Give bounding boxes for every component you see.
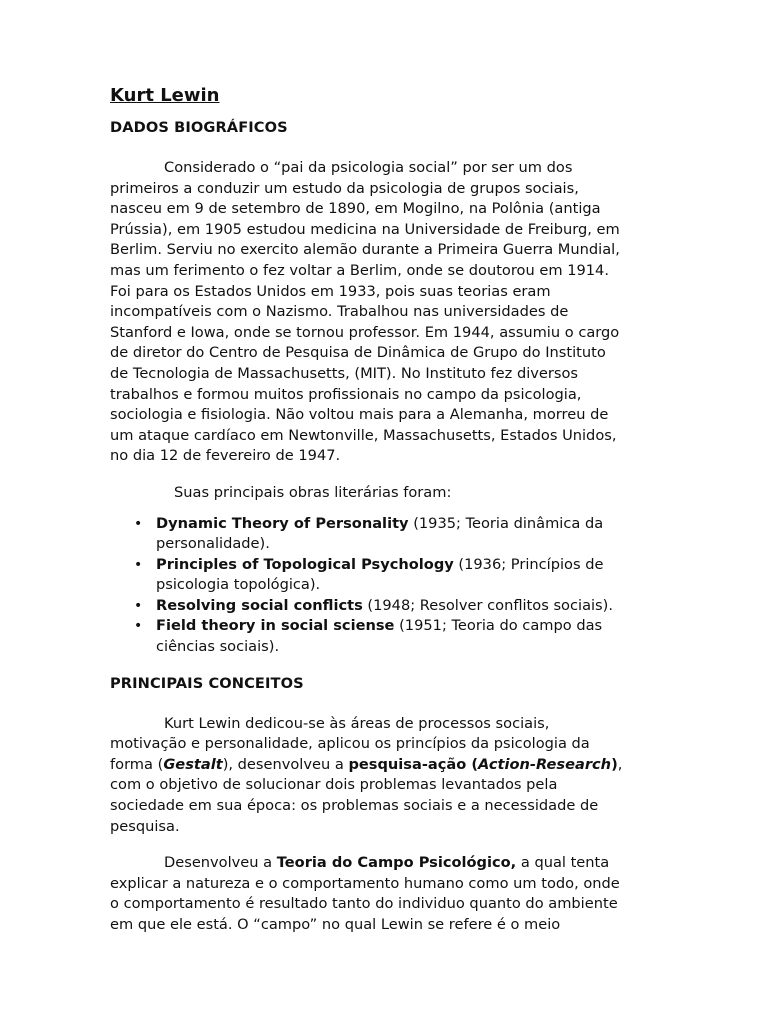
works-intro: Suas principais obras literárias foram: — [174, 483, 452, 501]
text-run: ) — [611, 755, 618, 773]
bio-line: Berlim. Serviu no exercito alemão durante a Primeira Guerra Mundial, — [110, 241, 620, 259]
work-detail: (1935; Teoria dinâmica da — [408, 514, 604, 532]
text-run: , — [617, 755, 623, 773]
work-detail-cont: psicologia topológica). — [156, 576, 321, 594]
concepts-line: o comportamento é resultado tanto do individuo quanto do ambiente — [110, 895, 618, 913]
list-item — [134, 596, 658, 617]
field-theory-term: Teoria do Campo Psicológico, — [276, 854, 517, 872]
concepts-line: com o objetivo de solucionar dois problemas levantados pela — [110, 776, 558, 794]
action-research-term: Action-Research — [478, 755, 612, 773]
text-run: a qual tenta — [516, 854, 610, 872]
biography-paragraph — [110, 158, 658, 467]
page-title: Kurt Lewin — [110, 85, 220, 106]
work-detail-cont: personalidade). — [156, 535, 270, 553]
bio-line: trabalhos e formou muitos profissionais no campo da psicologia, — [110, 385, 582, 403]
bullet-icon: • — [134, 618, 143, 635]
concepts-line: motivação e personalidade, aplicou os princípios da psicologia da — [110, 735, 590, 753]
section-heading-biographic: DADOS BIOGRÁFICOS — [110, 119, 288, 136]
text-run: ), desenvolveu a — [222, 755, 349, 773]
spacer — [110, 504, 658, 514]
list-item — [134, 555, 658, 596]
work-title: Field theory in social sciense — [156, 617, 395, 635]
bio-line: Considerado o “pai da psicologia social” por ser um dos — [164, 159, 573, 176]
bio-line: incompatíveis com o Nazismo. Trabalhou nas universidades de — [110, 303, 569, 321]
work-detail: (1951; Teoria do campo das — [394, 617, 603, 635]
concepts-line — [110, 853, 658, 874]
concepts-line — [110, 755, 658, 776]
work-detail: (1936; Princípios de — [453, 555, 604, 573]
bio-line: mas um ferimento o fez voltar a Berlim, onde se doutorou em 1914. — [110, 261, 609, 279]
concepts-paragraph-2 — [110, 853, 658, 935]
concepts-paragraph-1 — [110, 714, 658, 838]
spacer — [110, 658, 658, 674]
list-item — [134, 616, 658, 657]
spacer — [110, 694, 658, 714]
concepts-line: explicar a natureza e o comportamento humano como um todo, onde — [110, 874, 620, 892]
section-heading-concepts: PRINCIPAIS CONCEITOS — [110, 674, 304, 692]
bio-line: de Tecnologia de Massachusetts, (MIT). No Instituto fez diversos — [110, 364, 579, 382]
bullet-icon: • — [134, 597, 143, 614]
concepts-line: pesquisa. — [110, 817, 180, 835]
bio-line: no dia 12 de fevereiro de 1947. — [110, 447, 341, 465]
bullet-icon: • — [134, 515, 143, 532]
bio-line: sociologia e fisiologia. Não voltou mais para a Alemanha, morreu de — [110, 406, 609, 424]
gestalt-term: Gestalt — [163, 755, 223, 773]
list-item — [134, 514, 658, 555]
spacer — [110, 138, 658, 158]
bio-line: nasceu em 9 de setembro de 1890, em Mogilno, na Polônia (antiga — [110, 200, 601, 218]
concepts-line: sociedade em sua época: os problemas sociais e a necessidade de — [110, 797, 599, 815]
bio-line: um ataque cardíaco em Newtonville, Massachusetts, Estados Unidos, — [110, 426, 617, 444]
work-title: Principles of Topological Psychology — [156, 555, 454, 573]
work-detail-cont: ciências sociais). — [156, 638, 280, 656]
bio-line: primeiros a conduzir um estudo da psicologia de grupos sociais, — [110, 179, 579, 197]
bio-line: de diretor do Centro de Pesquisa de Dinâmica de Grupo do Instituto — [110, 344, 606, 362]
works-list — [110, 514, 658, 658]
work-detail: (1948; Resolver conflitos sociais). — [362, 596, 613, 614]
concepts-line: Kurt Lewin dedicou-se às áreas de processos sociais, — [164, 714, 550, 732]
bullet-icon: • — [134, 556, 143, 573]
spacer — [110, 837, 658, 853]
spacer — [110, 467, 658, 483]
bio-line: Stanford e Iowa, onde se tornou professor. Em 1944, assumiu o cargo — [110, 323, 620, 341]
text-run: forma ( — [110, 755, 164, 773]
bio-line: Prússia), em 1905 estudou medicina na Universidade de Freiburg, em — [110, 220, 620, 238]
concepts-line: em que ele está. O “campo” no qual Lewin se refere é o meio — [110, 916, 561, 933]
work-title: Dynamic Theory of Personality — [156, 514, 409, 532]
pesquisa-acao-term: pesquisa-ação ( — [348, 755, 479, 773]
text-run: Desenvolveu a — [164, 854, 277, 872]
work-title: Resolving social conflicts — [156, 596, 363, 614]
bio-line: Foi para os Estados Unidos em 1933, pois suas teorias eram — [110, 282, 551, 300]
